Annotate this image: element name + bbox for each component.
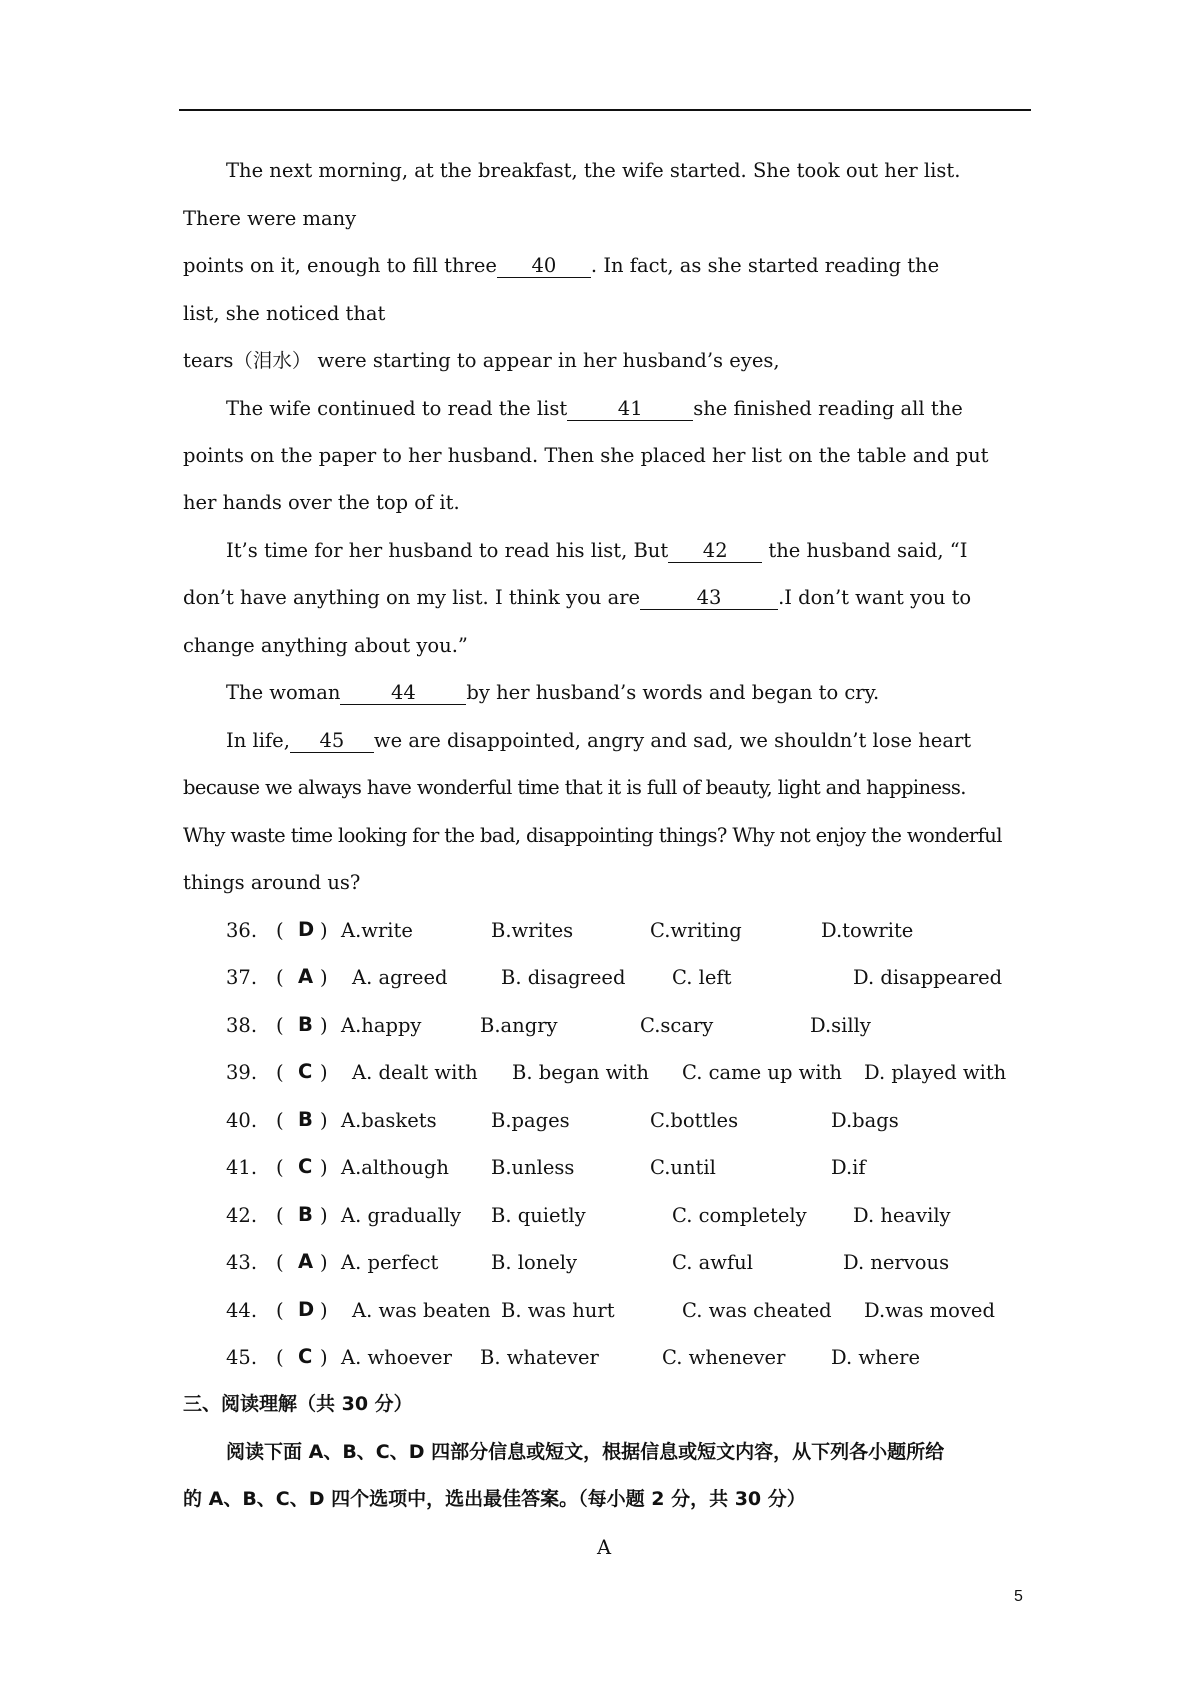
passage-text: she finished reading all the	[693, 397, 963, 420]
answer-open-paren: (	[276, 1156, 284, 1179]
passage-text: don’t have anything on my list. I think you are	[183, 586, 641, 609]
passage-line-5: tears（泪水） were starting to appear in her husband’s eyes,	[183, 349, 780, 372]
passage-text: points on it, enough to fill three	[183, 254, 497, 277]
option-c: C. awful	[672, 1251, 753, 1274]
passage-line-2: There were many	[183, 207, 357, 230]
option-d: D. nervous	[843, 1251, 950, 1274]
answer-open-paren: (	[276, 1109, 284, 1132]
option-d: D.if	[831, 1156, 866, 1179]
answer-close-paren: )	[320, 1346, 328, 1369]
answer-open-paren: (	[276, 1061, 284, 1084]
answer-letter: C	[298, 1345, 313, 1368]
blank-43: 43	[640, 588, 778, 610]
option-d: D.bags	[831, 1109, 899, 1132]
page-number: 5	[1014, 1588, 1023, 1605]
section-instruction-1: 阅读下面 A、B、C、D 四部分信息或短文，根据信息或短文内容，从下列各小题所给	[226, 1441, 945, 1463]
passage-text: The woman	[226, 681, 341, 704]
blank-41: 41	[567, 399, 693, 421]
option-b: B.pages	[491, 1109, 570, 1132]
option-b: B.angry	[480, 1014, 558, 1037]
passage-text: .I don’t want you to	[778, 586, 972, 609]
option-c: C. was cheated	[682, 1299, 832, 1322]
option-d: D. heavily	[853, 1204, 951, 1227]
blank-40: 40	[497, 256, 591, 278]
option-c: C.scary	[640, 1014, 714, 1037]
answer-open-paren: (	[276, 1346, 284, 1369]
option-a: A.baskets	[341, 1109, 437, 1132]
question-number: 37.	[226, 966, 258, 989]
passage-line-11: change anything about you.”	[183, 634, 468, 657]
passage-line-15: Why waste time looking for the bad, disappointing things? Why not enjoy the wonderful	[183, 824, 1002, 847]
passage-text: The wife continued to read the list	[226, 397, 568, 420]
question-number: 39.	[226, 1061, 258, 1084]
blank-45: 45	[290, 731, 374, 753]
option-d: D.towrite	[821, 919, 914, 942]
header-rule	[179, 109, 1031, 111]
option-c: C.writing	[650, 919, 742, 942]
passage-line-14: because we always have wonderful time that it is full of beauty, light and happiness.	[183, 776, 966, 799]
option-c: C. completely	[672, 1204, 807, 1227]
option-d: D. played with	[864, 1061, 1007, 1084]
option-d: D. where	[831, 1346, 920, 1369]
answer-close-paren: )	[320, 1014, 328, 1037]
answer-open-paren: (	[276, 1014, 284, 1037]
answer-close-paren: )	[320, 1251, 328, 1274]
question-number: 36.	[226, 919, 258, 942]
answer-letter: B	[298, 1203, 313, 1226]
option-b: B.writes	[491, 919, 574, 942]
blank-42: 42	[668, 541, 762, 563]
option-a: A.although	[341, 1156, 449, 1179]
question-number: 40.	[226, 1109, 258, 1132]
passage-line-10	[183, 588, 971, 610]
section-instruction-2: 的 A、B、C、D 四个选项中，选出最佳答案。（每小题 2 分，共 30 分）	[183, 1488, 806, 1510]
passage-text: we are disappointed, angry and sad, we shouldn’t lose heart	[373, 729, 972, 752]
passage-line-1: The next morning, at the breakfast, the wife started. She took out her list.	[226, 159, 961, 182]
option-b: B. disagreed	[501, 966, 626, 989]
answer-open-paren: (	[276, 1299, 284, 1322]
passage-text: It’s time for her husband to read his list, But	[226, 539, 669, 562]
option-c: C. whenever	[662, 1346, 786, 1369]
option-d: D.silly	[810, 1014, 871, 1037]
option-b: B. was hurt	[501, 1299, 615, 1322]
answer-letter: B	[298, 1013, 313, 1036]
answer-close-paren: )	[320, 1204, 328, 1227]
answer-open-paren: (	[276, 1251, 284, 1274]
passage-line-7: points on the paper to her husband. Then she placed her list on the table and put	[183, 444, 989, 467]
answer-close-paren: )	[320, 1109, 328, 1132]
option-a: A. whoever	[341, 1346, 452, 1369]
option-c: C.until	[650, 1156, 716, 1179]
answer-letter: C	[298, 1155, 313, 1178]
answer-letter: A	[298, 1250, 314, 1273]
option-c: C. came up with	[682, 1061, 842, 1084]
blank-44: 44	[340, 683, 466, 705]
option-a: A. was beaten	[352, 1299, 491, 1322]
option-d: D.was moved	[864, 1299, 995, 1322]
option-b: B. began with	[512, 1061, 649, 1084]
answer-close-paren: )	[320, 919, 328, 942]
passage-text: . In fact, as she started reading the	[590, 254, 940, 277]
option-c: C. left	[672, 966, 732, 989]
part-label: A	[597, 1536, 612, 1559]
passage-text: the husband said, “I	[762, 539, 968, 562]
passage-line-8: her hands over the top of it.	[183, 491, 460, 514]
option-b: B. lonely	[491, 1251, 578, 1274]
question-number: 45.	[226, 1346, 258, 1369]
answer-close-paren: )	[320, 1156, 328, 1179]
passage-text: by her husband’s words and began to cry.	[466, 681, 880, 704]
answer-close-paren: )	[320, 1299, 328, 1322]
answer-letter: B	[298, 1108, 313, 1131]
option-a: A. agreed	[352, 966, 448, 989]
answer-letter: D	[298, 918, 315, 941]
passage-line-3	[183, 256, 939, 278]
option-c: C.bottles	[650, 1109, 739, 1132]
question-number: 38.	[226, 1014, 258, 1037]
answer-open-paren: (	[276, 1204, 284, 1227]
option-a: A. perfect	[341, 1251, 439, 1274]
answer-open-paren: (	[276, 966, 284, 989]
passage-text: In life,	[226, 729, 290, 752]
option-b: B. whatever	[480, 1346, 599, 1369]
passage-line-13	[226, 731, 971, 753]
passage-line-16: things around us?	[183, 871, 361, 894]
option-b: B. quietly	[491, 1204, 586, 1227]
answer-open-paren: (	[276, 919, 284, 942]
question-number: 41.	[226, 1156, 258, 1179]
section-heading: 三、阅读理解（共 30 分）	[183, 1393, 413, 1415]
question-number: 44.	[226, 1299, 258, 1322]
option-b: B.unless	[491, 1156, 575, 1179]
answer-letter: D	[298, 1298, 315, 1321]
answer-letter: C	[298, 1060, 313, 1083]
option-a: A. dealt with	[352, 1061, 478, 1084]
option-a: A.happy	[341, 1014, 422, 1037]
option-a: A. gradually	[341, 1204, 462, 1227]
option-a: A.write	[341, 919, 413, 942]
question-number: 42.	[226, 1204, 258, 1227]
passage-line-4: list, she noticed that	[183, 302, 386, 325]
question-number: 43.	[226, 1251, 258, 1274]
answer-letter: A	[298, 965, 314, 988]
passage-line-9	[226, 541, 967, 563]
passage-line-12	[226, 683, 879, 705]
passage-line-6	[226, 399, 963, 421]
answer-close-paren: )	[320, 1061, 328, 1084]
option-d: D. disappeared	[853, 966, 1003, 989]
answer-close-paren: )	[320, 966, 328, 989]
